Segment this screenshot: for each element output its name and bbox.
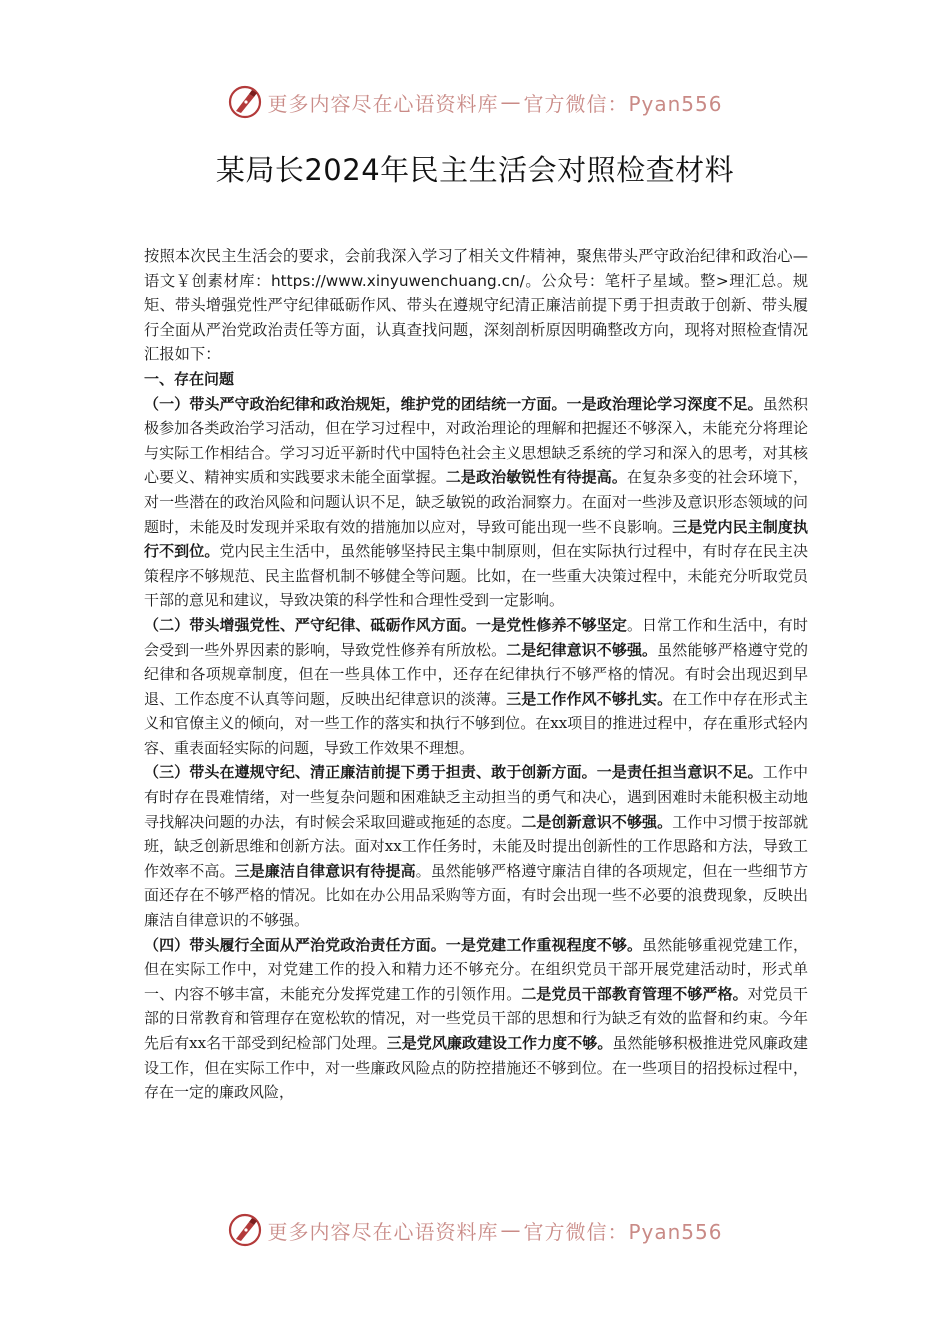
- point-text: 在工作中存在形式主义和官僚主义的倾向，对一些工作的落实和执行不够到位。在xx项目的推进过程中，存在重形式轻内容、重表面轻实际的问题，导致工作效果不理想。: [144, 689, 808, 757]
- point-text: 工作中有时存在畏难情绪，对一些复杂问题和困难缺乏主动担当的勇气和决心，遇到困难时未能积极主动地寻找解决问题的办法，有时候会采取回避或拖延的态度。: [144, 763, 808, 831]
- point-title: 二是创新意识不够强。: [521, 812, 673, 831]
- footer-banner: [0, 1210, 950, 1250]
- banner-separator: —: [500, 90, 522, 114]
- banner-separator: —: [500, 1218, 522, 1242]
- point-text: 对党员干部的日常教育和管理存在宽松软的情况，对一些党员干部的思想和行为缺乏有效的监督和约束。今年先后有xx名干部受到纪检部门处理。: [144, 984, 808, 1052]
- part-paragraph: [144, 760, 808, 932]
- point-title: 二是纪律意识不够强。: [506, 640, 658, 659]
- banner-contact: 官方微信：Pyan556: [523, 91, 723, 116]
- document-body: [144, 244, 808, 1105]
- point-text: 虽然能够积极推进党风廉政建设工作，但在实际工作中，对一些廉政风险点的防控措施还不够到位。在一些项目的招投标过程中，存在一定的廉政风险，: [144, 1034, 808, 1102]
- part-paragraph: [144, 613, 808, 761]
- header-banner: [0, 82, 950, 122]
- point-title: 二是政治敏锐性有待提高。: [445, 468, 627, 487]
- point-title: 三是廉洁自律意识有待提高: [234, 861, 416, 880]
- part-paragraph: [144, 392, 808, 613]
- point-text: 工作中习惯于按部就班，缺乏创新思维和创新方法。面对xx工作任务时，未能及时提出创新性的工作思路和方法，导致工作效率不高。: [144, 812, 808, 880]
- point-title: 三是党内民主制度执行不到位。: [144, 517, 808, 561]
- point-title: 一是责任担当意识不足。: [596, 763, 763, 782]
- point-text: 。虽然能够严格遵守廉洁自律的各项规定，但在一些细节方面还存在不够严格的情况。比如在办公用品采购等方面，有时会出现一些不必要的浪费现象，反映出廉洁自律意识的不够强。: [144, 861, 808, 930]
- point-title: 三是党风廉政建设工作力度不够。: [386, 1034, 613, 1052]
- point-text: 虽然积极参加各类政治学习活动，但在学习过程中，对政治理论的理解和把握还不够深入，未能充分将理论与实际工作相结合。学习习近平新时代中国特色社会主义思想缺乏系统的学习和深入的思考，对其核心要义、精神实质和实践要求未能全面掌握。: [144, 394, 808, 487]
- section-heading: 一、存在问题: [144, 369, 235, 388]
- point-text: 虽然能够重视党建工作，但在实际工作中，对党建工作的投入和精力还不够充分。在组织党员干部开展党建活动时，形式单一、内容不够丰富，未能充分发挥党建工作的引领作用。: [144, 935, 808, 1003]
- banner-text: 更多内容尽在心语资料库: [267, 91, 499, 116]
- point-title: 二是党员干部教育管理不够严格。: [521, 984, 748, 1003]
- document-title: 某局长2024年民主生活会对照检查材料: [215, 153, 735, 187]
- point-title: 一是党性修养不够坚定: [476, 615, 627, 634]
- point-text: 虽然能够严格遵守党的纪律和各项规章制度，但在一些具体工作中，还存在纪律执行不够严格的情况。有时会出现迟到早退、工作态度不认真等问题，反映出纪律意识的淡薄。: [144, 640, 808, 708]
- part-heading: （一）带头严守政治纪律和政治规矩，维护党的团结统一方面。: [144, 394, 567, 413]
- point-text: 在复杂多变的社会环境下，对一些潜在的政治风险和问题认识不足，缺乏敏锐的政治洞察力。在面对一些涉及意识形态领域的问题时，未能及时发现并采取有效的措施加以应对，导致可能出现一些不良影响。: [144, 468, 808, 536]
- point-title: 三是工作作风不够扎实。: [506, 689, 673, 708]
- intro-paragraph: 按照本次民主生活会的要求，会前我深入学习了相关文件精神，聚焦带头严守政治纪律和政治心—语文￥创素材库：https://www.xinyuwenchuang.cn/。公众号：笔杆子星域。整>理汇总。规矩、带头增强党性严守纪律砥砺作风、带头在遵规守纪清正廉洁前提下勇于担责敢于创新、带头履行全面从严治党政治责任等方面，认真查找问题，深刻剖析原因明确整改方向，现将对照检查情况汇报如下：: [144, 247, 808, 364]
- point-title: 一是党建工作重视程度不够。: [445, 935, 643, 954]
- part-heading: （四）带头履行全面从严治党政治责任方面。: [144, 935, 446, 954]
- fountain-pen-logo-icon: [227, 1212, 263, 1248]
- point-text: 党内民主生活中，虽然能够坚持民主集中制原则，但在实际执行过程中，有时存在民主决策程序不够规范、民主监督机制不够健全等问题。比如，在一些重大决策过程中，未能充分听取党员干部的意见和建议，导致决策的科学性和合理性受到一定影响。: [144, 542, 808, 610]
- part-heading: （二）带头增强党性、严守纪律、砥砺作风方面。: [144, 615, 477, 634]
- point-title: 一是政治理论学习深度不足。: [566, 394, 763, 413]
- part-paragraph: [144, 933, 808, 1105]
- part-heading: （三）带头在遵规守纪、清正廉洁前提下勇于担责、敢于创新方面。: [144, 763, 597, 782]
- banner-text: 更多内容尽在心语资料库: [267, 1219, 499, 1244]
- fountain-pen-logo-icon: [227, 84, 263, 120]
- banner-contact: 官方微信：Pyan556: [523, 1219, 723, 1244]
- point-text: 。日常工作和生活中，有时会受到一些外界因素的影响，导致党性修养有所放松。: [144, 615, 808, 659]
